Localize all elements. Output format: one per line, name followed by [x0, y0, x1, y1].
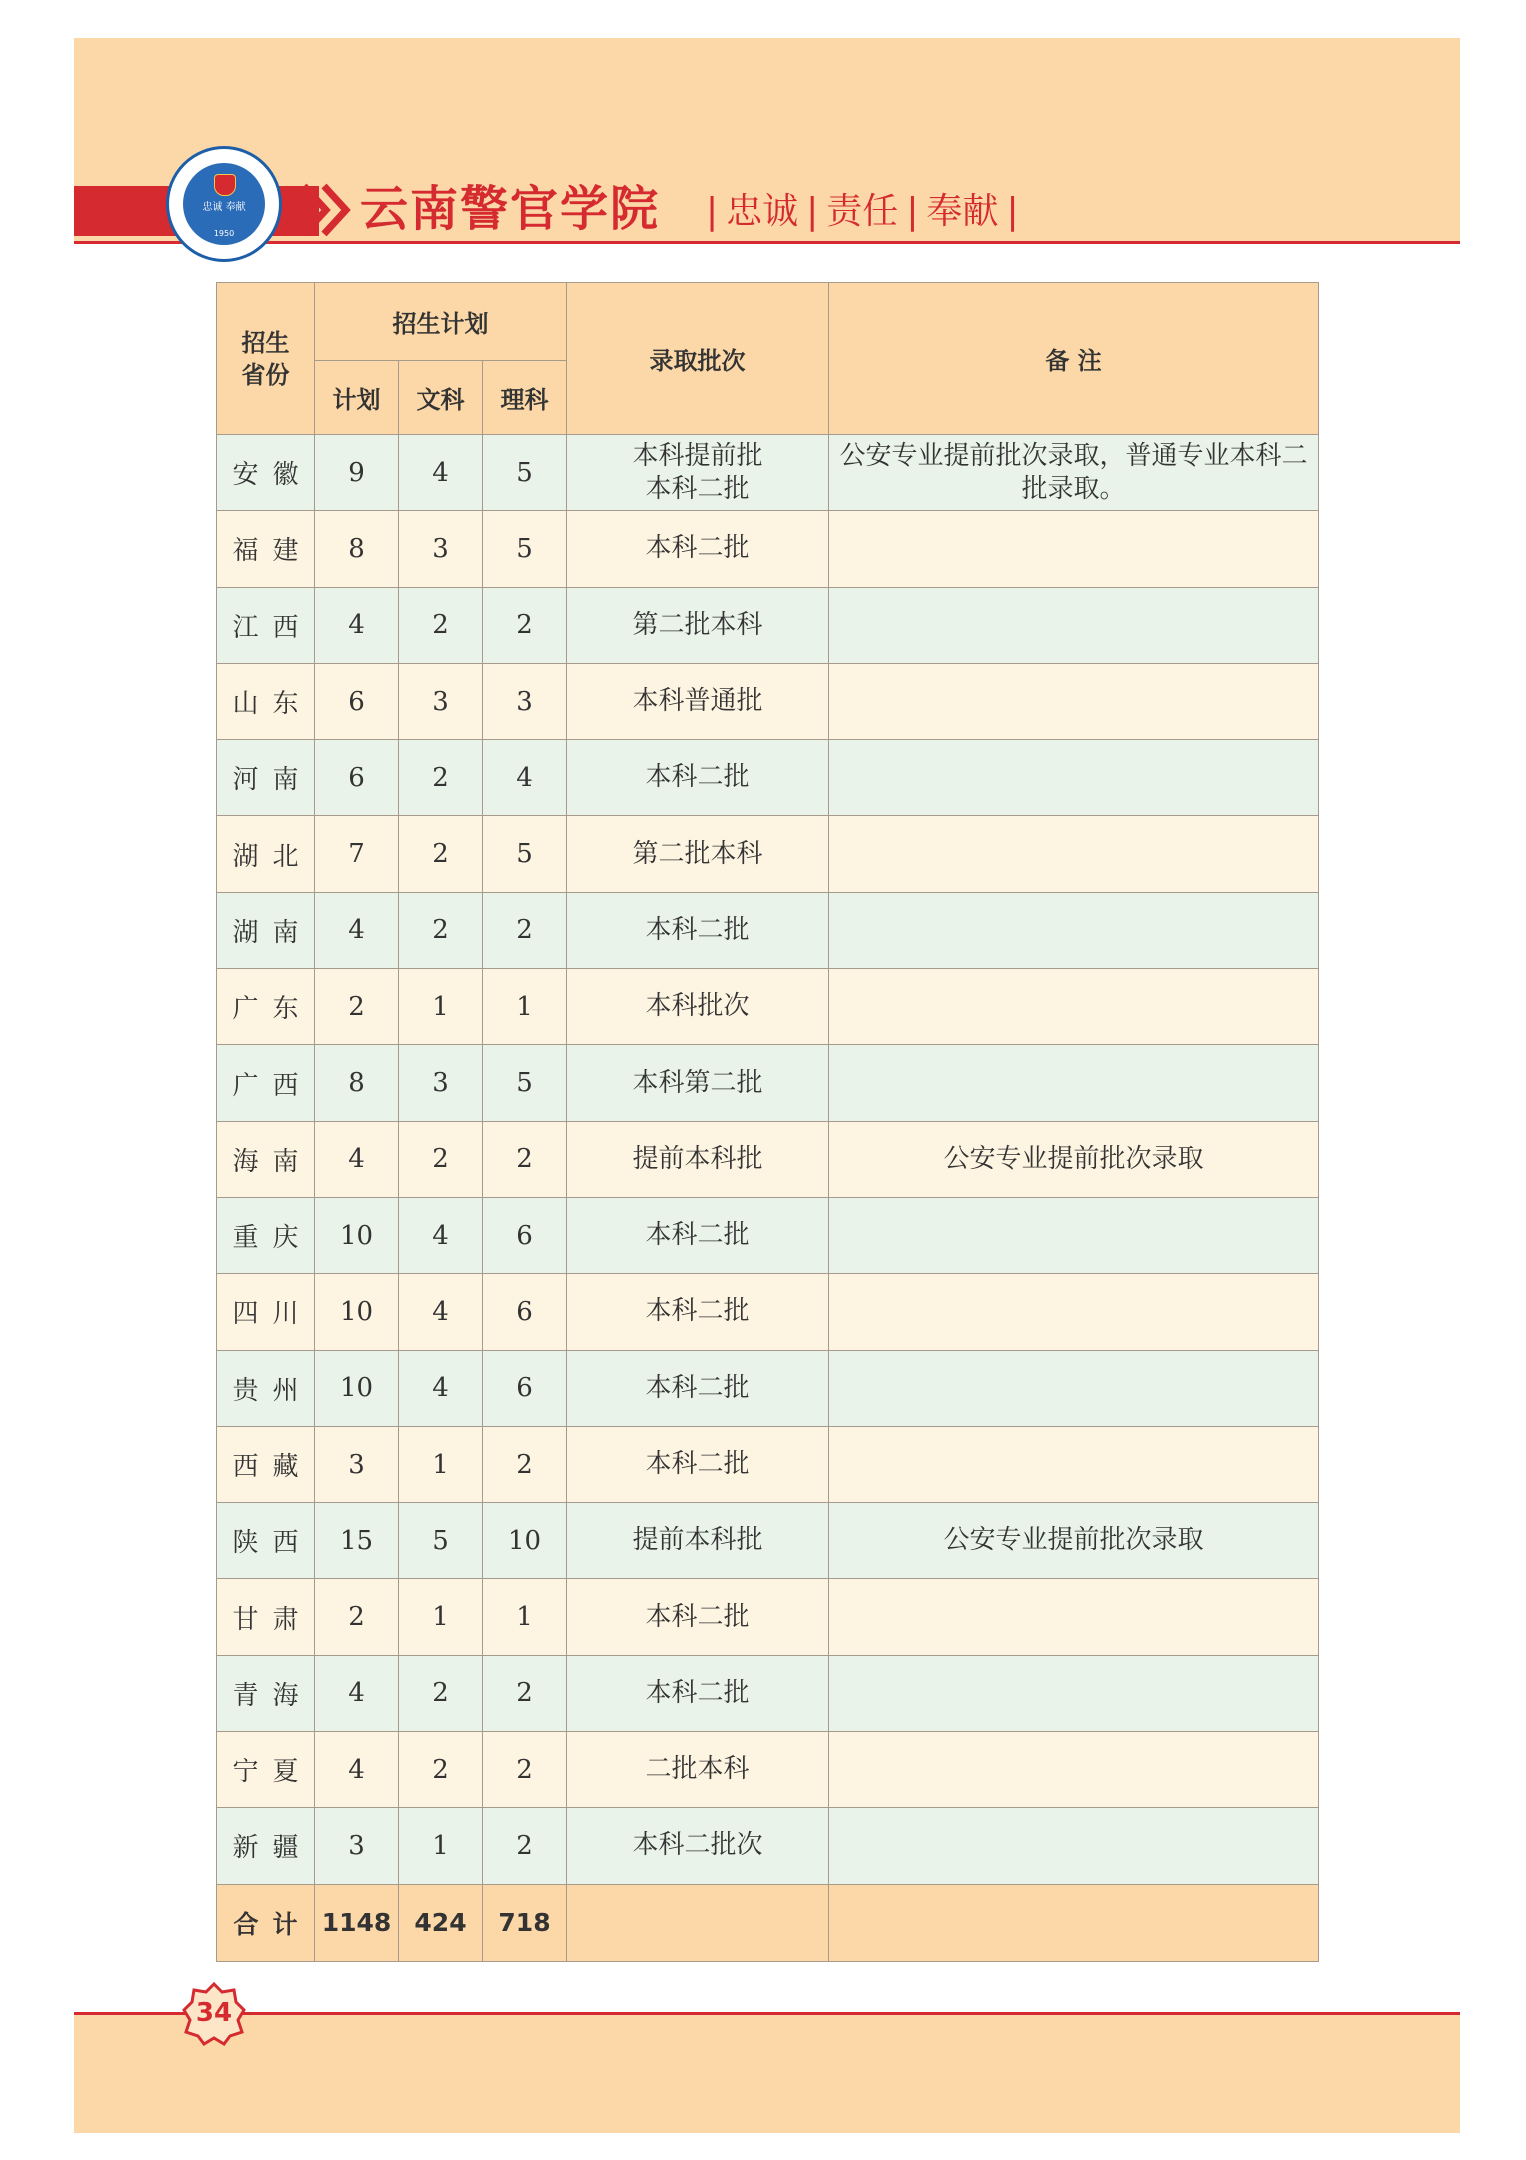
province-cell: 重庆	[217, 1197, 315, 1273]
note-cell: 公安专业提前批次录取，普通专业本科二批录取。	[829, 435, 1319, 511]
arts-cell: 2	[399, 892, 483, 968]
arts-cell: 3	[399, 511, 483, 587]
science-cell: 2	[483, 1121, 567, 1197]
batch-cell: 本科二批	[567, 511, 829, 587]
batch-cell: 本科普通批	[567, 663, 829, 739]
science-cell: 2	[483, 1426, 567, 1502]
science-cell: 3	[483, 663, 567, 739]
header-plan: 计划	[315, 361, 399, 435]
chevron-arrows-icon	[300, 178, 362, 242]
note-cell	[829, 892, 1319, 968]
table-row	[217, 1274, 1319, 1350]
arts-cell: 1	[399, 1579, 483, 1655]
plan-cell: 4	[315, 1121, 399, 1197]
arts-cell: 5	[399, 1503, 483, 1579]
province-cell: 青海	[217, 1655, 315, 1731]
plan-cell: 8	[315, 1045, 399, 1121]
arts-cell: 1	[399, 1808, 483, 1884]
arts-cell: 2	[399, 1655, 483, 1731]
table-row	[217, 1808, 1319, 1884]
table-row	[217, 587, 1319, 663]
note-cell: 公安专业提前批次录取	[829, 1121, 1319, 1197]
motto-dedication: 奉献	[926, 191, 999, 232]
table-row	[217, 1503, 1319, 1579]
table-row	[217, 1732, 1319, 1808]
header-science: 理科	[483, 361, 567, 435]
table-row	[217, 1121, 1319, 1197]
note-cell	[829, 1732, 1319, 1808]
batch-cell: 本科二批	[567, 1350, 829, 1426]
arts-cell: 2	[399, 740, 483, 816]
batch-cell: 本科二批	[567, 1426, 829, 1502]
batch-cell: 本科提前批 本科二批	[567, 435, 829, 511]
table-row	[217, 435, 1319, 511]
plan-cell: 8	[315, 511, 399, 587]
total-plan: 1148	[315, 1884, 399, 1961]
science-cell: 6	[483, 1274, 567, 1350]
batch-cell: 本科二批次	[567, 1808, 829, 1884]
motto-responsibility: 责任	[826, 191, 899, 232]
header-province	[217, 283, 315, 435]
science-cell: 1	[483, 1579, 567, 1655]
note-cell	[829, 1579, 1319, 1655]
batch-cell: 本科二批	[567, 1197, 829, 1273]
plan-cell: 10	[315, 1350, 399, 1426]
table-row	[217, 1045, 1319, 1121]
arts-cell: 4	[399, 1274, 483, 1350]
plan-cell: 10	[315, 1274, 399, 1350]
arts-cell: 1	[399, 969, 483, 1045]
table-row	[217, 511, 1319, 587]
note-cell	[829, 1426, 1319, 1502]
arts-cell: 2	[399, 816, 483, 892]
page-number: 34	[195, 1998, 233, 2028]
header-province-label: 招生省份	[241, 328, 290, 389]
seal-year: 1950	[213, 229, 235, 238]
total-batch	[567, 1884, 829, 1961]
arts-cell: 4	[399, 1350, 483, 1426]
table-row	[217, 663, 1319, 739]
note-cell	[829, 1808, 1319, 1884]
province-cell: 山东	[217, 663, 315, 739]
enrollment-plan-table	[216, 282, 1319, 1962]
plan-cell: 3	[315, 1808, 399, 1884]
batch-cell: 二批本科	[567, 1732, 829, 1808]
province-cell: 湖北	[217, 816, 315, 892]
note-cell	[829, 663, 1319, 739]
science-cell: 2	[483, 587, 567, 663]
note-cell	[829, 1350, 1319, 1426]
batch-cell: 第二批本科	[567, 587, 829, 663]
table-row	[217, 1655, 1319, 1731]
science-cell: 6	[483, 1197, 567, 1273]
batch-cell: 第二批本科	[567, 816, 829, 892]
province-cell: 西藏	[217, 1426, 315, 1502]
science-cell: 2	[483, 892, 567, 968]
plan-cell: 9	[315, 435, 399, 511]
plan-cell: 6	[315, 740, 399, 816]
table-row	[217, 1197, 1319, 1273]
science-cell: 6	[483, 1350, 567, 1426]
arts-cell: 4	[399, 1197, 483, 1273]
batch-cell: 本科二批	[567, 1655, 829, 1731]
college-seal-logo	[166, 146, 282, 262]
science-cell: 10	[483, 1503, 567, 1579]
total-label: 合计	[217, 1884, 315, 1961]
batch-cell: 本科批次	[567, 969, 829, 1045]
table-row	[217, 1579, 1319, 1655]
note-cell	[829, 511, 1319, 587]
province-cell: 新疆	[217, 1808, 315, 1884]
table-row	[217, 1350, 1319, 1426]
province-cell: 河南	[217, 740, 315, 816]
province-cell: 福建	[217, 511, 315, 587]
province-cell: 宁夏	[217, 1732, 315, 1808]
batch-cell: 提前本科批	[567, 1121, 829, 1197]
province-cell: 广西	[217, 1045, 315, 1121]
total-arts: 424	[399, 1884, 483, 1961]
science-cell: 2	[483, 1732, 567, 1808]
science-cell: 1	[483, 969, 567, 1045]
header-batch: 录取批次	[567, 283, 829, 435]
batch-cell: 本科二批	[567, 740, 829, 816]
note-cell	[829, 1045, 1319, 1121]
note-cell	[829, 1197, 1319, 1273]
college-name: 云南警官学院	[360, 181, 661, 237]
note-cell	[829, 587, 1319, 663]
science-cell: 2	[483, 1808, 567, 1884]
note-cell	[829, 969, 1319, 1045]
science-cell: 2	[483, 1655, 567, 1731]
science-cell: 4	[483, 740, 567, 816]
arts-cell: 2	[399, 587, 483, 663]
police-badge-icon	[214, 174, 236, 196]
plan-cell: 4	[315, 892, 399, 968]
arts-cell: 2	[399, 1732, 483, 1808]
batch-cell: 提前本科批	[567, 1503, 829, 1579]
table-row	[217, 740, 1319, 816]
header-arts: 文科	[399, 361, 483, 435]
arts-cell: 3	[399, 663, 483, 739]
table-row	[217, 969, 1319, 1045]
total-science: 718	[483, 1884, 567, 1961]
plan-cell: 15	[315, 1503, 399, 1579]
table-row	[217, 1426, 1319, 1502]
arts-cell: 1	[399, 1426, 483, 1502]
province-cell: 贵州	[217, 1350, 315, 1426]
batch-cell: 本科二批	[567, 892, 829, 968]
note-cell	[829, 740, 1319, 816]
total-note	[829, 1884, 1319, 1961]
province-cell: 海南	[217, 1121, 315, 1197]
province-cell: 江西	[217, 587, 315, 663]
province-cell: 广东	[217, 969, 315, 1045]
plan-cell: 6	[315, 663, 399, 739]
science-cell: 5	[483, 435, 567, 511]
seal-center-text: 忠诚 奉献	[202, 202, 246, 213]
province-cell: 甘肃	[217, 1579, 315, 1655]
plan-cell: 4	[315, 587, 399, 663]
note-cell	[829, 816, 1319, 892]
plan-cell: 7	[315, 816, 399, 892]
batch-cell: 本科二批	[567, 1579, 829, 1655]
batch-cell: 本科二批	[567, 1274, 829, 1350]
science-cell: 5	[483, 816, 567, 892]
footer-rule	[74, 2012, 1460, 2015]
plan-cell: 3	[315, 1426, 399, 1502]
province-cell: 湖南	[217, 892, 315, 968]
seal-center	[183, 163, 265, 245]
table-row	[217, 816, 1319, 892]
arts-cell: 3	[399, 1045, 483, 1121]
header-rule	[74, 241, 1460, 244]
header-note: 备 注	[829, 283, 1319, 435]
note-cell: 公安专业提前批次录取	[829, 1503, 1319, 1579]
arts-cell: 4	[399, 435, 483, 511]
province-cell: 陕西	[217, 1503, 315, 1579]
total-row	[217, 1884, 1319, 1961]
table-row	[217, 892, 1319, 968]
plan-cell: 2	[315, 1579, 399, 1655]
plan-cell: 4	[315, 1655, 399, 1731]
note-cell	[829, 1274, 1319, 1350]
science-cell: 5	[483, 1045, 567, 1121]
plan-cell: 10	[315, 1197, 399, 1273]
motto: | 忠诚 | 责任 | 奉献 |	[706, 191, 1019, 232]
arts-cell: 2	[399, 1121, 483, 1197]
plan-cell: 2	[315, 969, 399, 1045]
batch-cell: 本科第二批	[567, 1045, 829, 1121]
motto-loyalty: 忠诚	[726, 191, 799, 232]
province-cell: 四川	[217, 1274, 315, 1350]
header-plan-group: 招生计划	[315, 283, 567, 361]
province-cell: 安徽	[217, 435, 315, 511]
plan-cell: 4	[315, 1732, 399, 1808]
note-cell	[829, 1655, 1319, 1731]
science-cell: 5	[483, 511, 567, 587]
